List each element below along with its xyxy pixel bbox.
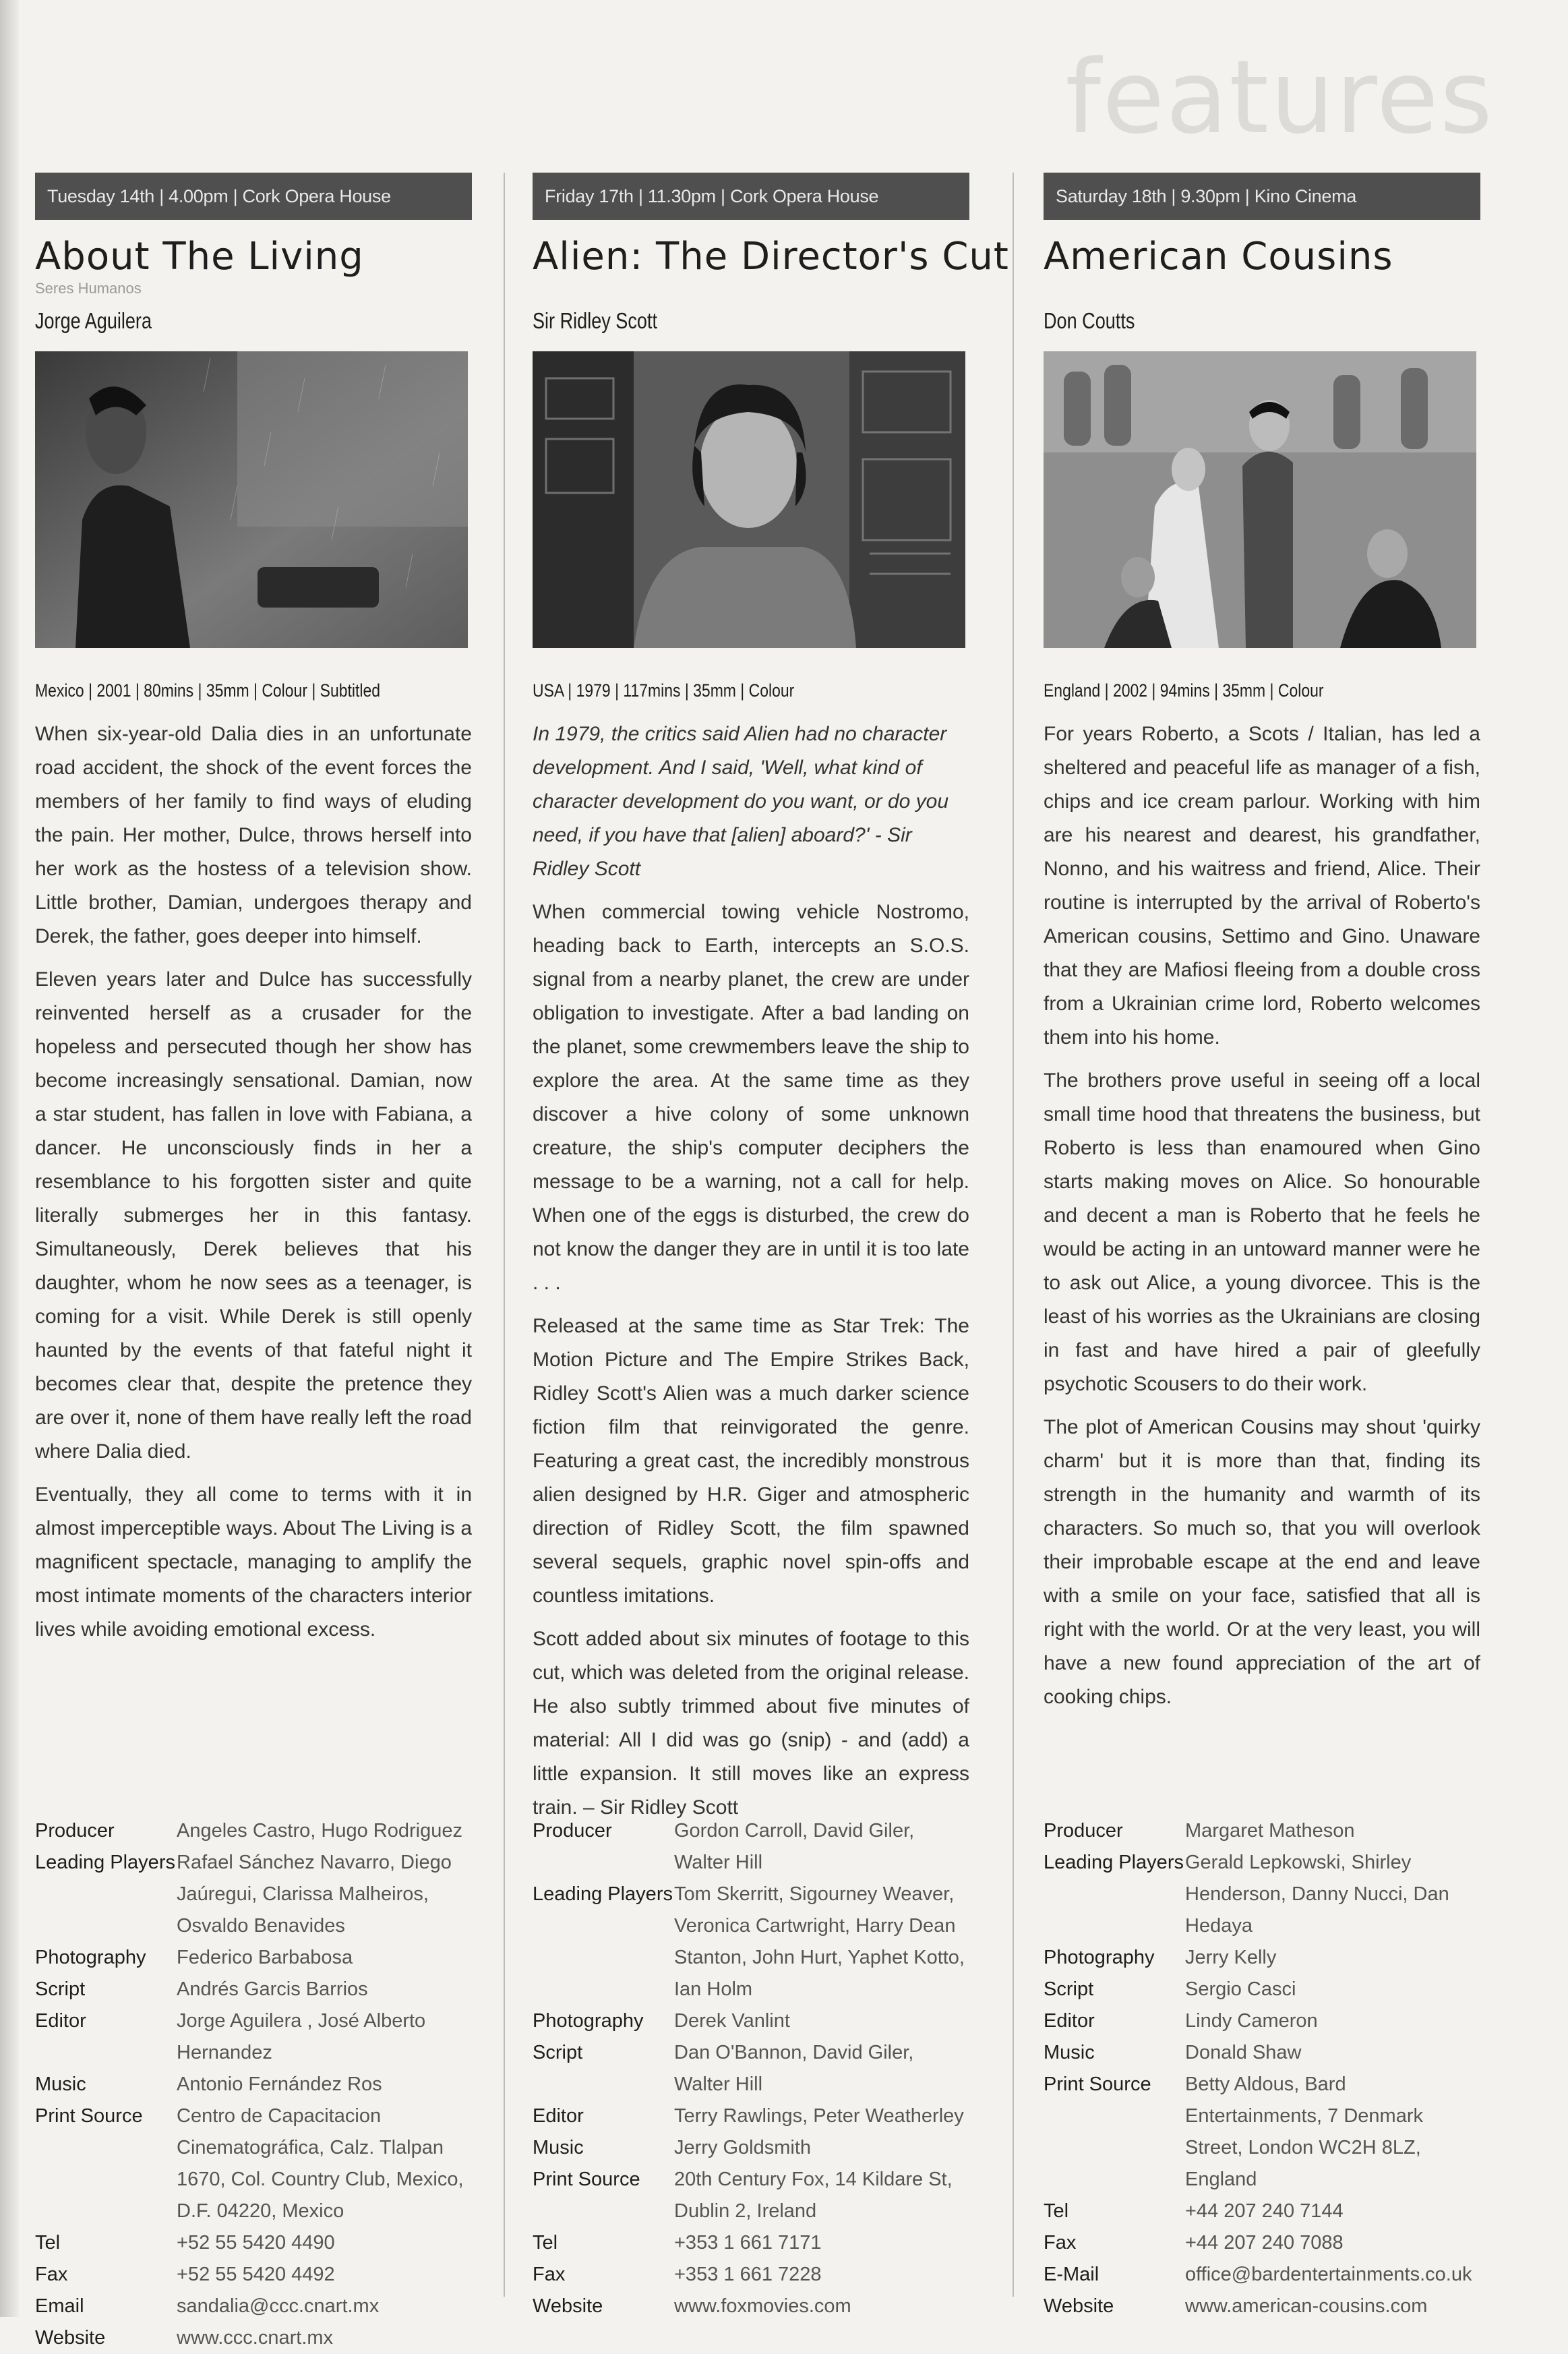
screening-header: Saturday 18th | 9.30pm | Kino Cinema [1044,173,1480,220]
column-divider [504,173,505,2297]
credit-role: Leading Players [533,1883,673,1905]
credit-value: Rafael Sánchez Navarro, Diego Jaúregui, Clarissa Malheiros, Osvaldo Benavides [177,1852,452,1937]
credits-list [35,1815,472,2354]
film-column-about-the-living [35,173,472,2349]
credit-role: Producer [1044,1820,1123,1842]
synopsis-paragraph: Eventually, they all come to terms with it in almost imperceptible ways. About The Living is a magnificent spectacle, managing to amplify the most intimate moments of the characters interior lives while avoiding emotional excess. [35,1483,472,1641]
film-column-alien [533,173,1009,2317]
credit-row [533,2132,969,2164]
credit-role: Fax [35,2264,68,2285]
credit-row [1044,1942,1480,1974]
credit-role: Leading Players [35,1852,175,1873]
credit-value: 20th Century Fox, 14 Kildare St, Dublin 2, Ireland [674,2169,953,2222]
credit-value: +52 55 5420 4490 [177,2232,335,2254]
credit-value: +52 55 5420 4492 [177,2264,335,2285]
credit-role: Editor [533,2105,584,2127]
credit-row [1044,2196,1480,2227]
screening-header: Friday 17th | 11.30pm | Cork Opera House [533,173,969,220]
credit-role: Tel [533,2232,558,2254]
credit-row [1044,2291,1480,2322]
credit-role: Photography [35,1947,146,1968]
credit-role: Producer [533,1820,612,1842]
credit-value: Antonio Fernández Ros [177,2073,382,2095]
credit-row [1044,2259,1480,2291]
credit-value: Tom Skerritt, Sigourney Weaver, Veronica Cartwright, Harry Dean Stanton, John Hurt, Yaphet Kotto, Ian Holm [674,1883,965,2000]
credit-value: Jorge Aguilera , José Alberto Hernandez [177,2010,426,2063]
credit-role: Editor [35,2010,86,2032]
credit-row [35,1847,472,1942]
credit-value: Federico Barbabosa [177,1947,353,1968]
credit-role: Music [35,2073,86,2095]
credit-row [533,2227,969,2259]
credit-value: Terry Rawlings, Peter Weatherley [674,2105,964,2127]
credit-row [1044,1974,1480,2005]
credit-role: Print Source [1044,2073,1151,2095]
credit-row [35,1815,472,1847]
credit-value: Angeles Castro, Hugo Rodriguez [177,1820,462,1842]
synopsis-paragraph: Eleven years later and Dulce has successfully reinvented herself as a crusader for the hopeless and persecuted though her show has become increasingly sensational. Damian, now a star student, has fallen in love with Fabiana, a dancer. He unconsciously finds in her a resemblance to his forgotten sister and quite literally submerges her in this fantasy. Simultaneously, Derek believes that his daughter, whom he now sees as a teenager, is coming for a visit. While Derek is still openly haunted by the events of that fateful night it becomes clear that, despite the pretence they are over it, none of them have really left the road where Dalia died. [35,968,472,1463]
credit-value: Andrés Garcis Barrios [177,1978,368,2000]
credit-value: +44 207 240 7144 [1185,2200,1344,2222]
film-alt-title: Seres Humanos [35,280,142,297]
credit-value: www.foxmovies.com [674,2295,851,2317]
credit-role: Website [35,2327,106,2349]
credit-row [35,2005,472,2069]
credit-role: Leading Players [1044,1852,1184,1873]
film-specs: England | 2002 | 94mins | 35mm | Colour [1044,680,1324,701]
credit-row [35,2291,472,2322]
credit-role: Script [533,2042,583,2063]
credit-row [35,1974,472,2005]
synopsis-paragraph: When commercial towing vehicle Nostromo, heading back to Earth, intercepts an S.O.S. signal from a nearby planet, the crew are under obligation to investigate. After a bad landing on the planet, some crewmembers leave the ship to explore the area. At the same time as they discover a hive colony of some unknown creature, the ship's computer deciphers the message to be a warning, not a call for help. When one of the eggs is disturbed, the crew do not know the danger they are in until it is too late . . . [533,901,969,1294]
credit-value: Jerry Kelly [1185,1947,1277,1968]
credit-row [533,2291,969,2322]
credit-value: Margaret Matheson [1185,1820,1355,1842]
credit-role: Photography [533,2010,644,2032]
film-alt-title [533,280,969,297]
film-specs: Mexico | 2001 | 80mins | 35mm | Colour | Subtitled [35,680,380,701]
film-specs: USA | 1979 | 117mins | 35mm | Colour [533,680,795,701]
credit-row [1044,2005,1480,2037]
synopsis-paragraph: The plot of American Cousins may shout 'quirky charm' but it is more than that, finding its strength in the humanity and warmth of its characters. So much so, that you will overlook their improbable escape at the end and leave with a smile on your face, satisfied that all is right with the world. Or at the very least, you will have a new found appreciation of the art of cooking chips. [1044,1416,1480,1708]
credit-value: Betty Aldous, Bard Entertainments, 7 Denmark Street, London WC2H 8LZ, England [1185,2073,1423,2190]
credit-role: Email [35,2295,84,2317]
credit-role: E-Mail [1044,2264,1099,2285]
credit-row [35,2100,472,2227]
credit-role: Script [35,1978,86,2000]
credit-value: www.american-cousins.com [1185,2295,1428,2317]
credit-role: Photography [1044,1947,1155,1968]
credit-row [533,2259,969,2291]
credit-role: Script [1044,1978,1094,2000]
film-still-image [35,351,468,648]
synopsis [35,717,472,1647]
film-still-image [1044,351,1476,648]
credit-value: +353 1 661 7228 [674,2264,822,2285]
credit-role: Print Source [35,2105,143,2127]
synopsis-paragraph: Scott added about six minutes of footage to this cut, which was deleted from the original release. He also subtly trimmed about five minutes of material: All I did was go (snip) - and (add) a little expansion. It still moves like an express train. – Sir Ridley Scott [533,1628,969,1819]
section-title: features [1065,39,1494,156]
credit-row [35,1942,472,1974]
synopsis [533,717,969,1825]
credit-row [1044,1815,1480,1847]
director-name: Sir Ridley Scott [533,308,657,333]
credit-role: Website [1044,2295,1114,2317]
director-quote: In 1979, the critics said Alien had no character development. And I said, 'Well, what kind of character development do you want, or do you need, if you have that [alien] aboard?' - Sir Ridley Scott [533,723,949,880]
credit-row [35,2227,472,2259]
page-gutter [0,0,19,2317]
film-alt-title [1044,280,1480,297]
credit-value: sandalia@ccc.cnart.mx [177,2295,380,2317]
column-divider [1013,173,1014,2297]
credit-role: Editor [1044,2010,1095,2032]
credit-role: Tel [1044,2200,1069,2222]
film-column-american-cousins [1044,173,1480,2317]
credit-value: Jerry Goldsmith [674,2137,812,2158]
credits-list [1044,1815,1480,2322]
credit-role: Fax [533,2264,566,2285]
film-title: Alien: The Director's Cut [533,235,1009,278]
credit-value: office@bardentertainments.co.uk [1185,2264,1472,2285]
credit-row [1044,2037,1480,2069]
credit-value: Dan O'Bannon, David Giler, Walter Hill [674,2042,914,2095]
credit-role: Producer [35,1820,115,1842]
credit-value: Derek Vanlint [674,2010,790,2032]
synopsis-paragraph: The brothers prove useful in seeing off a local small time hood that threatens the business, but Roberto is less than enamoured when Gino starts making moves on Alice. So honourable and decent a man is Roberto that he feels he would be acting in an untoward manner were he to ask out Alice, a young divorcee. This is the least of his worries as the Ukrainians are closing in fast and have hired a pair of gleefully psychotic Scousers to do their work. [1044,1069,1480,1395]
credit-value: Lindy Cameron [1185,2010,1318,2032]
credit-row [1044,1847,1480,1942]
credit-role: Fax [1044,2232,1077,2254]
credit-value: Gerald Lepkowski, Shirley Henderson, Danny Nucci, Dan Hedaya [1185,1852,1449,1937]
credit-role: Print Source [533,2169,640,2190]
credit-row [35,2322,472,2354]
credit-row [35,2069,472,2100]
credit-row [533,1879,969,2005]
credit-role: Website [533,2295,603,2317]
credit-value: +353 1 661 7171 [674,2232,822,2254]
credit-row [1044,2069,1480,2196]
synopsis [1044,717,1480,1714]
credit-row [533,2005,969,2037]
credit-row [533,2100,969,2132]
credit-row [533,1815,969,1879]
screening-header: Tuesday 14th | 4.00pm | Cork Opera House [35,173,472,220]
credit-value: Sergio Casci [1185,1978,1296,2000]
credit-role: Tel [35,2232,61,2254]
film-title: About The Living [35,235,364,278]
film-still-image [533,351,965,648]
credit-row [533,2164,969,2227]
director-name: Don Coutts [1044,308,1135,333]
credit-row [533,2037,969,2100]
credit-value: +44 207 240 7088 [1185,2232,1344,2254]
synopsis-paragraph: Released at the same time as Star Trek: The Motion Picture and The Empire Strikes Back, Ridley Scott's Alien was a much darker science fiction film that reinvigorated the genre. Featuring a great cast, the incredibly monstrous alien designed by H.R. Giger and atmospheric direction of Ridley Scott, the film spawned several sequels, graphic novel spin-offs and countless imitations. [533,1315,969,1607]
credit-value: www.ccc.cnart.mx [177,2327,334,2349]
credits-list [533,1815,969,2322]
film-title: American Cousins [1044,235,1393,278]
credit-row [1044,2227,1480,2259]
director-name: Jorge Aguilera [35,308,152,333]
synopsis-paragraph: For years Roberto, a Scots / Italian, has led a sheltered and peaceful life as manager of a fish, chips and ice cream parlour. Working with him are his nearest and dearest, his grandfather, Nonno, and his waitress and friend, Alice. Their routine is interrupted by the arrival of Roberto's American cousins, Settimo and Gino. Unaware that they are Mafiosi fleeing from a double cross from a Ukrainian crime lord, Roberto welcomes them into his home. [1044,723,1480,1049]
credit-row [35,2259,472,2291]
credit-role: Music [533,2137,584,2158]
credit-value: Donald Shaw [1185,2042,1302,2063]
credit-role: Music [1044,2042,1095,2063]
credit-value: Gordon Carroll, David Giler, Walter Hill [674,1820,915,1873]
credit-value: Centro de Capacitacion Cinematográfica, Calz. Tlalpan 1670, Col. Country Club, Mexico, D.F. 04220, Mexico [177,2105,464,2222]
synopsis-paragraph: When six-year-old Dalia dies in an unfortunate road accident, the shock of the event forces the members of her family to find ways of eluding the pain. Her mother, Dulce, throws herself into her work as the hostess of a television show. Little brother, Damian, undergoes therapy and Derek, the father, goes deeper into himself. [35,723,472,947]
